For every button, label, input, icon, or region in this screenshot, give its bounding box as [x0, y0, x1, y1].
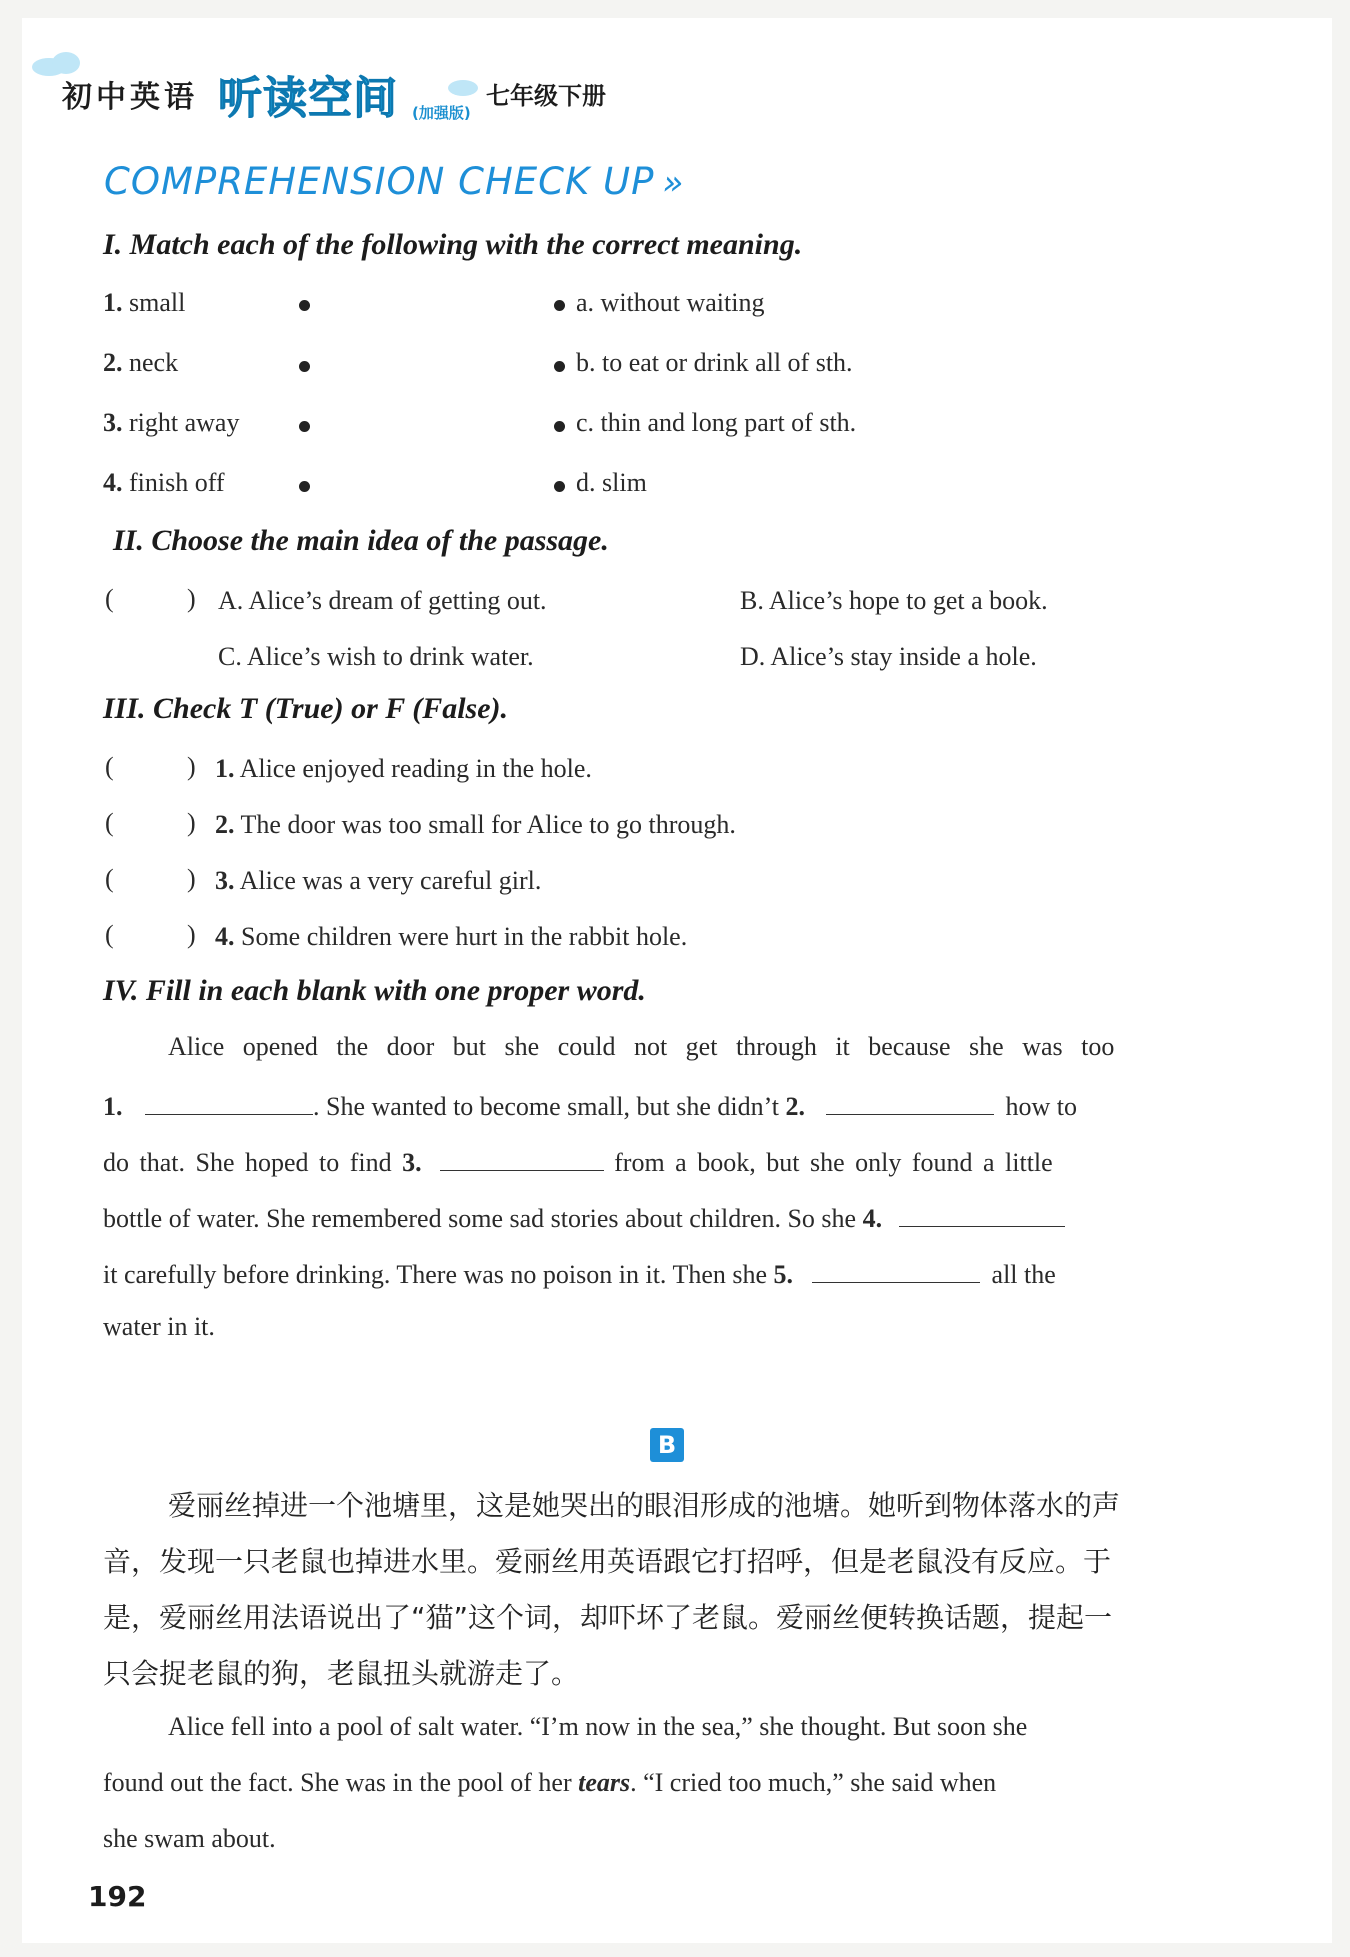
series-title: 初中英语: [62, 80, 198, 115]
chinese-summary-line: 音，发现一只老鼠也掉进水里。爱丽丝用英语跟它打招呼，但是老鼠没有反应。于: [103, 1545, 1112, 1578]
brand-logo: 听读空间: [218, 73, 398, 124]
fill-paragraph-line: 1. . She wanted to become small, but she didn’t 2. how to: [103, 1088, 1077, 1122]
match-right-item: c. thin and long part of sth.: [576, 408, 857, 437]
match-left-item: 3. right away: [103, 408, 240, 437]
emphasized-word: tears: [578, 1768, 631, 1797]
answer-paren-open[interactable]: (: [105, 864, 114, 893]
tf-item: 2. The door was too small for Alice to go through.: [215, 810, 736, 839]
answer-paren-close[interactable]: ): [187, 808, 196, 837]
match-dot-left[interactable]: [299, 300, 310, 311]
tf-item: 3. Alice was a very careful girl.: [215, 866, 542, 895]
story-line: she swam about.: [103, 1824, 276, 1853]
cloud-decoration: [52, 52, 80, 74]
grade-label: 七年级下册: [486, 82, 606, 110]
answer-paren-open[interactable]: (: [105, 920, 114, 949]
brand-subtitle: (加强版): [412, 104, 471, 122]
part1-heading: I. Match each of the following with the correct meaning.: [103, 228, 803, 261]
option-b: B. Alice’s hope to get a book.: [740, 586, 1048, 615]
match-dot-right[interactable]: [554, 300, 565, 311]
story-line: found out the fact. She was in the pool of her tears. “I cried too much,” she said when: [103, 1768, 997, 1797]
section-b-badge: B: [650, 1428, 684, 1462]
fill-paragraph-line: it carefully before drinking. There was no poison in it. Then she 5. all the: [103, 1256, 1056, 1290]
blank-4[interactable]: [899, 1200, 1065, 1227]
answer-paren-open[interactable]: (: [105, 584, 114, 613]
part2-heading: II. Choose the main idea of the passage.: [113, 524, 609, 557]
double-chevron-icon: »: [662, 163, 685, 203]
match-right-item: d. slim: [576, 468, 647, 497]
section-title: [104, 160, 684, 203]
page-number: 192: [88, 1880, 147, 1913]
match-right-item: b. to eat or drink all of sth.: [576, 348, 853, 377]
fill-paragraph-line: Alice opened the door but she could not get through it because she was too: [168, 1032, 1115, 1061]
match-left-item: 4. finish off: [103, 468, 225, 497]
blank-1[interactable]: [145, 1088, 313, 1115]
match-dot-right[interactable]: [554, 361, 565, 372]
part3-heading: III. Check T (True) or F (False).: [103, 692, 509, 725]
answer-paren-close[interactable]: ): [187, 584, 196, 613]
cloud-decoration: [448, 80, 478, 96]
blank-3[interactable]: [440, 1144, 604, 1171]
answer-paren-close[interactable]: ): [187, 920, 196, 949]
chinese-summary-line: 爱丽丝掉进一个池塘里，这是她哭出的眼泪形成的池塘。她听到物体落水的声: [168, 1489, 1121, 1522]
option-c: C. Alice’s wish to drink water.: [218, 642, 534, 671]
answer-paren-open[interactable]: (: [105, 808, 114, 837]
match-dot-right[interactable]: [554, 421, 565, 432]
chinese-summary-line: 是，爱丽丝用法语说出了“猫”这个词，却吓坏了老鼠。爱丽丝便转换话题，提起一: [103, 1601, 1113, 1634]
answer-paren-close[interactable]: ): [187, 752, 196, 781]
match-dot-left[interactable]: [299, 481, 310, 492]
match-left-item: 1. small: [103, 288, 186, 317]
match-left-item: 2. neck: [103, 348, 179, 377]
fill-paragraph-line: water in it.: [103, 1312, 215, 1341]
part4-heading: IV. Fill in each blank with one proper word.: [103, 974, 646, 1007]
section-title-text: COMPREHENSION CHECK UP: [104, 160, 655, 203]
match-dot-right[interactable]: [554, 481, 565, 492]
match-dot-left[interactable]: [299, 361, 310, 372]
answer-paren-close[interactable]: ): [187, 864, 196, 893]
answer-paren-open[interactable]: (: [105, 752, 114, 781]
option-d: D. Alice’s stay inside a hole.: [740, 642, 1037, 671]
option-a: A. Alice’s dream of getting out.: [218, 586, 547, 615]
fill-paragraph-line: bottle of water. She remembered some sad stories about children. So she 4.: [103, 1200, 1065, 1234]
blank-2[interactable]: [826, 1088, 994, 1115]
match-dot-left[interactable]: [299, 421, 310, 432]
story-line: Alice fell into a pool of salt water. “I’m now in the sea,” she thought. But soon she: [168, 1712, 1028, 1741]
match-right-item: a. without waiting: [576, 288, 765, 317]
tf-item: 4. Some children were hurt in the rabbit hole.: [215, 922, 688, 951]
chinese-summary-line: 只会捉老鼠的狗，老鼠扭头就游走了。: [103, 1657, 580, 1690]
blank-5[interactable]: [812, 1256, 980, 1283]
tf-item: 1. Alice enjoyed reading in the hole.: [215, 754, 592, 783]
fill-paragraph-line: do that. She hoped to find 3. from a book, but she only found a little: [103, 1144, 1053, 1178]
